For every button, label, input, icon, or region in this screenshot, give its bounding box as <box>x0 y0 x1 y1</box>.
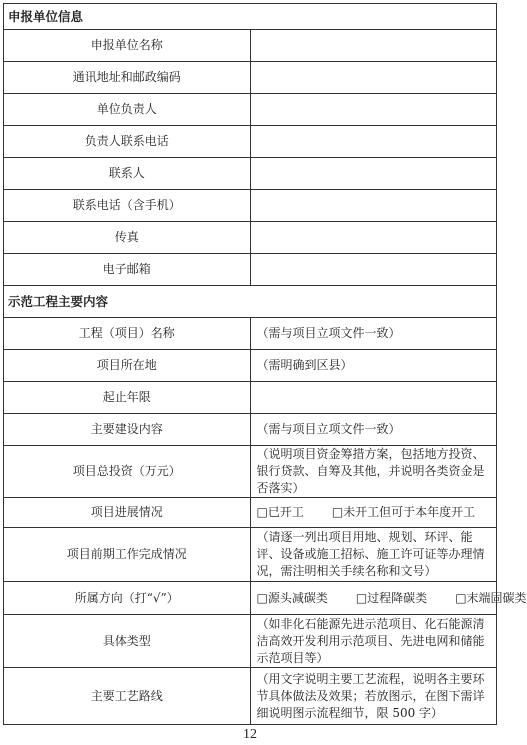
field-label: 所属方向（打“√”） <box>4 582 251 615</box>
field-value-input[interactable] <box>250 254 497 286</box>
field-label: 申报单位名称 <box>4 30 251 62</box>
form-row-applicant-name <box>4 30 497 62</box>
field-value-input[interactable]: （说明项目资金筹措方案，包括地方投资、银行贷款、自筹及其他，并说明各类资金是否落实） <box>250 446 497 498</box>
field-value-input[interactable] <box>250 190 497 222</box>
field-value-input[interactable] <box>250 62 497 94</box>
field-label: 传真 <box>4 222 251 254</box>
field-label: 单位负责人 <box>4 94 251 126</box>
application-form-table <box>3 3 527 725</box>
field-value-input[interactable] <box>250 94 497 126</box>
field-value-input[interactable] <box>250 382 497 414</box>
field-label: 电子邮箱 <box>4 254 251 286</box>
form-row-total-investment <box>4 446 497 498</box>
section-title-applicant: 申报单位信息 <box>4 4 497 30</box>
section-header-applicant <box>4 4 497 30</box>
direction-options <box>250 582 527 615</box>
field-value-input[interactable] <box>250 158 497 190</box>
field-label: 项目前期工作完成情况 <box>4 528 251 582</box>
field-value-input[interactable] <box>250 30 497 62</box>
form-row-fax <box>4 222 497 254</box>
checkbox-end-sequestration[interactable]: □末端固碳类 <box>455 590 527 605</box>
section-header-project <box>4 286 497 318</box>
section-title-project: 示范工程主要内容 <box>4 286 497 318</box>
field-label: 负责人联系电话 <box>4 126 251 158</box>
form-row-direction <box>4 582 497 615</box>
checkbox-not-started[interactable]: □未开工但可于本年度开工 <box>331 505 476 519</box>
field-value-input[interactable] <box>250 126 497 158</box>
field-label: 起止年限 <box>4 382 251 414</box>
field-label: 主要建设内容 <box>4 414 251 446</box>
progress-options <box>250 498 497 528</box>
form-row-specific-type <box>4 615 497 668</box>
form-row-head-phone <box>4 126 497 158</box>
form-row-contact-phone <box>4 190 497 222</box>
field-label: 通讯地址和邮政编码 <box>4 62 251 94</box>
form-row-contact <box>4 158 497 190</box>
checkbox-started[interactable]: □已开工 <box>256 505 304 519</box>
field-value-input[interactable]: （如非化石能源先进示范项目、化石能源清洁高效开发利用示范项目、先进电网和储能示范项目等） <box>250 615 497 668</box>
field-value-input[interactable]: （需与项目立项文件一致） <box>250 318 497 350</box>
field-value-input[interactable] <box>250 222 497 254</box>
form-row-construction-content <box>4 414 497 446</box>
form-row-email <box>4 254 497 286</box>
field-label: 联系人 <box>4 158 251 190</box>
field-label: 项目进展情况 <box>4 498 251 528</box>
checkbox-source-reduction[interactable]: □源头减碳类 <box>256 590 328 605</box>
field-value-input[interactable]: （需与项目立项文件一致） <box>250 414 497 446</box>
form-row-address <box>4 62 497 94</box>
form-row-preliminary-work <box>4 528 497 582</box>
field-label: 工程（项目）名称 <box>4 318 251 350</box>
field-value-input[interactable]: （用文字说明主要工艺流程，说明各主要环节具体做法及效果；若放图示，在图下需详细说明图示流程细节，限 500 字） <box>250 668 497 725</box>
field-value-input[interactable]: （需明确到区县） <box>250 350 497 382</box>
form-row-process-route <box>4 668 497 725</box>
form-row-progress <box>4 498 497 528</box>
form-row-project-location <box>4 350 497 382</box>
field-value-input[interactable]: （请逐一列出项目用地、规划、环评、能评、设备或施工招标、施工许可证等办理情况，需注明相关手续名称和文号） <box>250 528 497 582</box>
form-row-project-name <box>4 318 497 350</box>
field-label: 具体类型 <box>4 615 251 668</box>
field-label: 项目总投资（万元） <box>4 446 251 498</box>
field-label: 联系电话（含手机） <box>4 190 251 222</box>
field-label: 主要工艺路线 <box>4 668 251 725</box>
field-label: 项目所在地 <box>4 350 251 382</box>
form-row-project-period <box>4 382 497 414</box>
page-number: 12 <box>243 727 257 742</box>
checkbox-process-reduction[interactable]: □过程降碳类 <box>355 590 428 605</box>
form-row-unit-head <box>4 94 497 126</box>
